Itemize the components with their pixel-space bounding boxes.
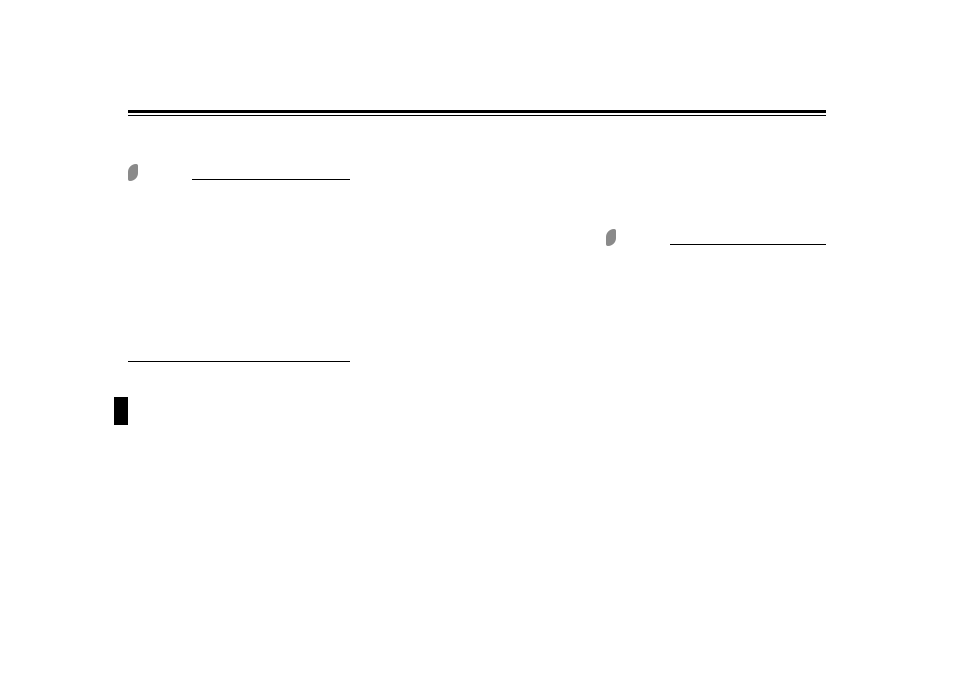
notice-rule-top	[192, 179, 350, 180]
notice-badge	[128, 164, 138, 181]
notice-badge	[606, 229, 616, 246]
header-rule	[128, 110, 826, 113]
header-rule-thin	[128, 115, 826, 116]
notice-rule-top	[670, 244, 826, 245]
chapter-tab	[114, 397, 128, 425]
notice-rule-bottom	[128, 361, 350, 362]
